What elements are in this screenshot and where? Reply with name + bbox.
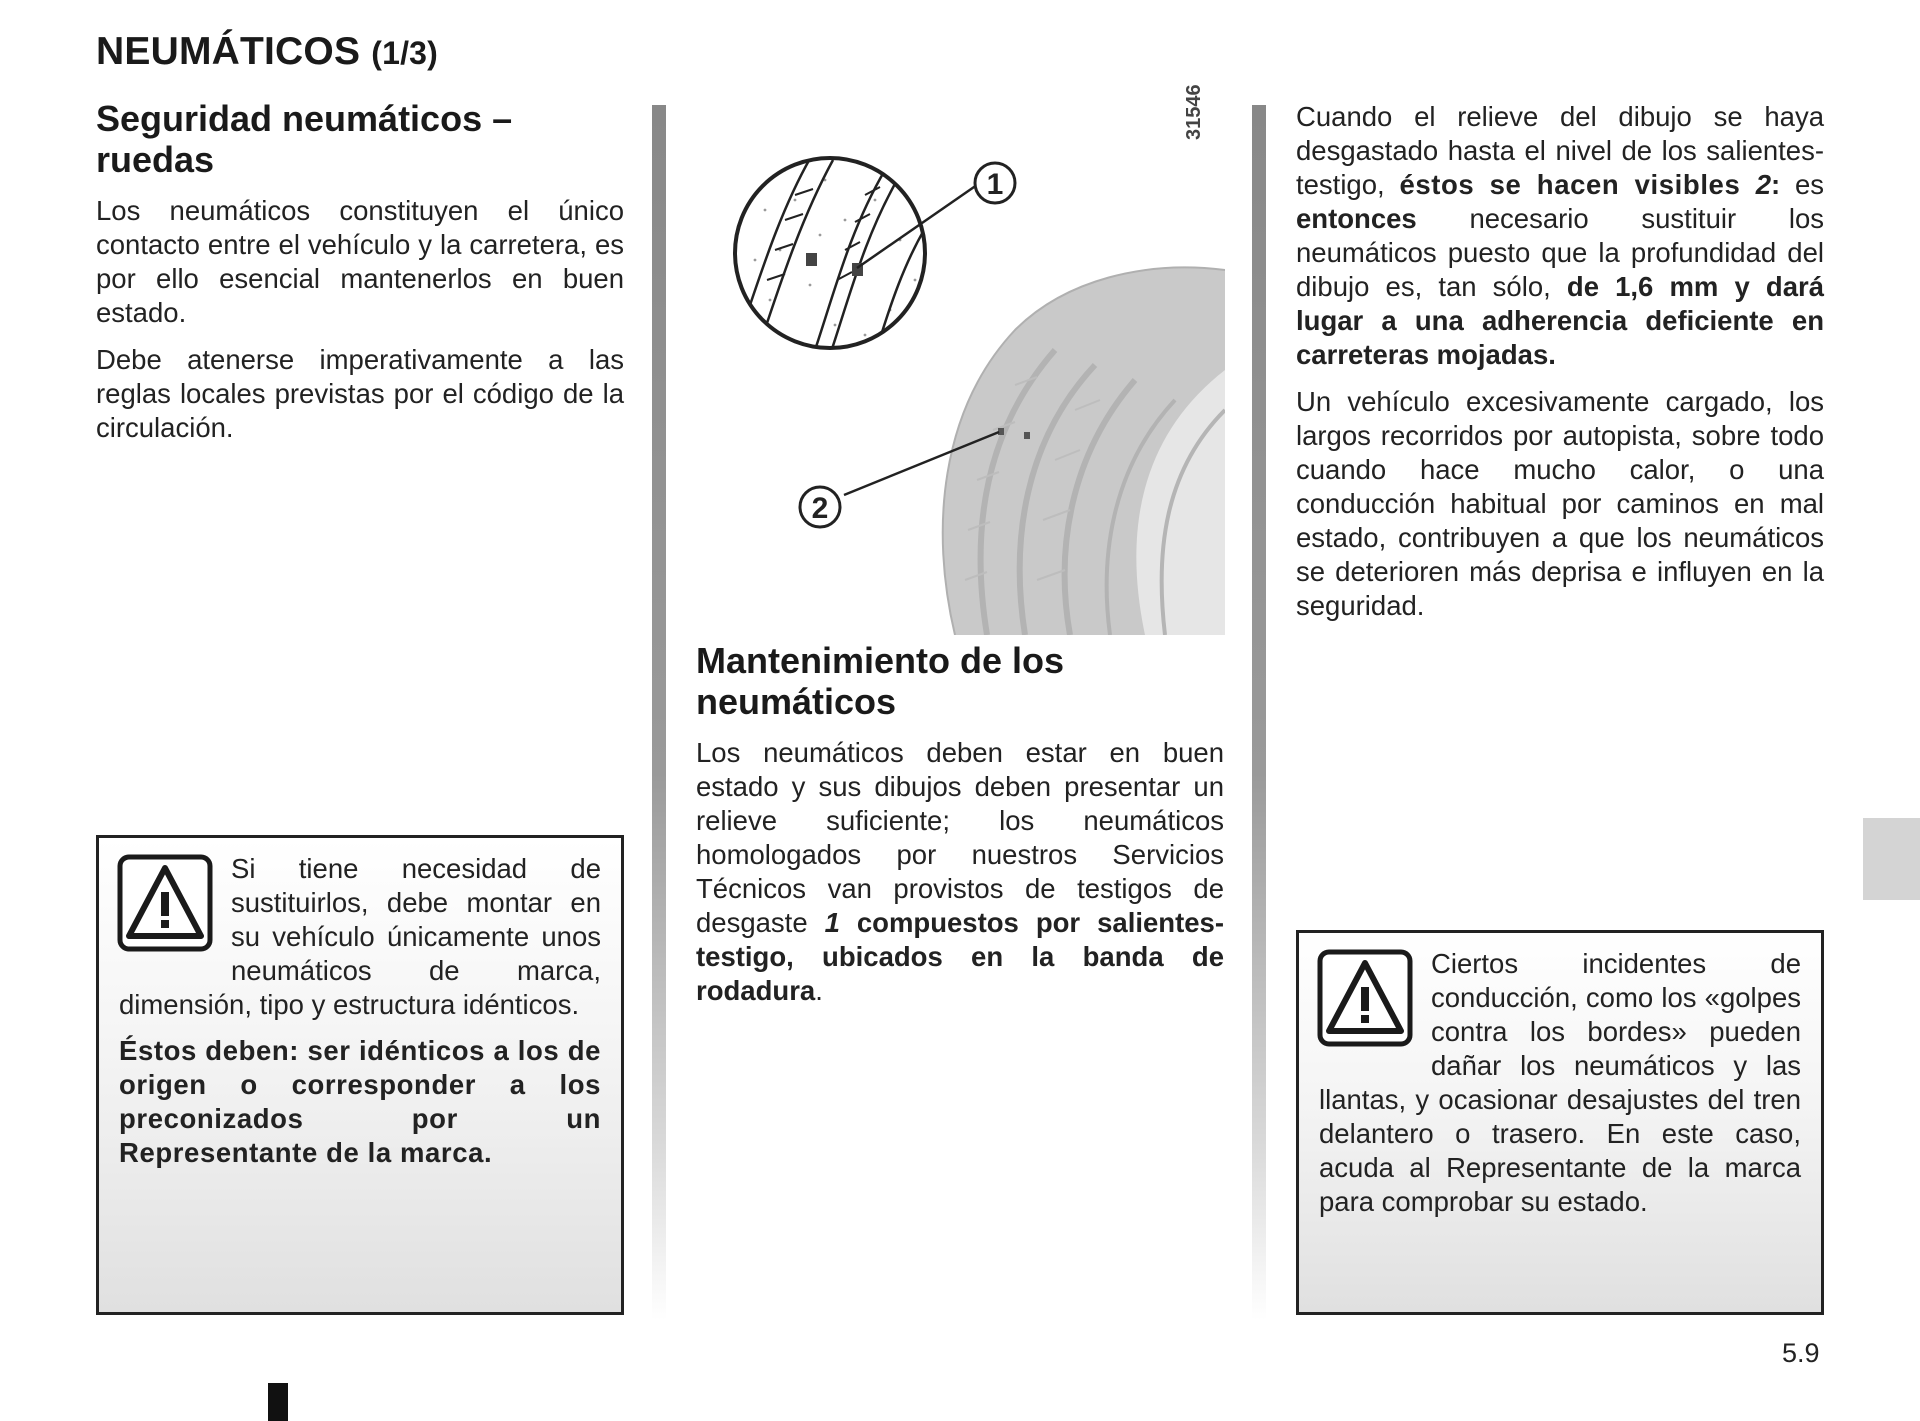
paragraph: Los neumáticos constituyen el único contacto entre el vehículo y la carretera, es por ello esencial mantenerlos en buen estado. [96, 195, 624, 328]
page-title-part: (1/3) [371, 35, 439, 71]
section-tire-safety [96, 98, 624, 458]
warning-text: Si tiene necesidad de sustituirlos, debe montar en su vehículo únicamente unos neumáticos de marca, dimensión, tipo y estructura idénticos. [119, 853, 601, 1020]
figure-number: 31546 [1183, 84, 1205, 140]
section-tire-maintenance [696, 640, 1224, 1021]
paragraph: Cuando el relieve del dibujo se haya desgastado hasta el nivel de los salientes-testigo, éstos se hacen visibles 2: es entonces necesario sustituir los neumáticos puesto que la profundidad del dibujo es, tan sólo, de 1,6 mm y dará lugar a una adherencia deficiente en carreteras mojadas. [1296, 101, 1824, 370]
warning-text: Ciertos incidentes de conducción, como los «golpes contra los bordes» pueden dañar los neumáticos y las llantas, y ocasionar desajustes del tren delantero o trasero. En este caso, acuda al Representante de la marca para comprobar su estado. [1319, 948, 1801, 1217]
tire-tread-wear-indicator-icon [725, 110, 1225, 635]
warning-box-replacement [96, 835, 624, 1315]
warning-text-bold: Éstos deben: ser idénticos a los de origen o corresponder a los preconizados por un Representante de la marca. [119, 1035, 601, 1168]
column-divider-right [1252, 105, 1266, 1320]
warning-triangle-icon [1317, 949, 1413, 1047]
chapter-tab [1863, 818, 1920, 900]
section-wear-indicators [1296, 100, 1824, 636]
paragraph: Debe atenerse imperativamente a las reglas locales previstas por el código de la circulación. [96, 344, 624, 443]
figure-label-2: 2 [811, 492, 829, 525]
paragraph: Los neumáticos deben estar en buen estado y sus dibujos deben presentar un relieve suficiente; los neumáticos homologados por nuestros Servicios Técnicos van provistos de testigos de desgaste 1 compuestos por salientes-testigo, ubicados en la banda de rodadura. [696, 737, 1224, 1006]
column-divider-left [652, 105, 666, 1320]
warning-box-impacts [1296, 930, 1824, 1315]
section-heading-tire-safety: Seguridad neumáticos – ruedas [96, 98, 513, 180]
page-number: 5.9 [1782, 1338, 1820, 1368]
section-heading-tire-maintenance: Mantenimiento de los neumáticos [696, 640, 1065, 722]
crop-mark [268, 1383, 288, 1421]
warning-triangle-icon [117, 854, 213, 952]
page-title: NEUMÁTICOS (1/3) [96, 30, 439, 73]
paragraph: Un vehículo excesivamente cargado, los largos recorridos por autopista, sobre todo cuando hace mucho calor, o una conducción habitual por caminos en mal estado, contribuyen a que los neumáticos se deterioren más deprisa e influyen en la seguridad. [1296, 386, 1824, 621]
figure-label-1: 1 [986, 168, 1004, 201]
